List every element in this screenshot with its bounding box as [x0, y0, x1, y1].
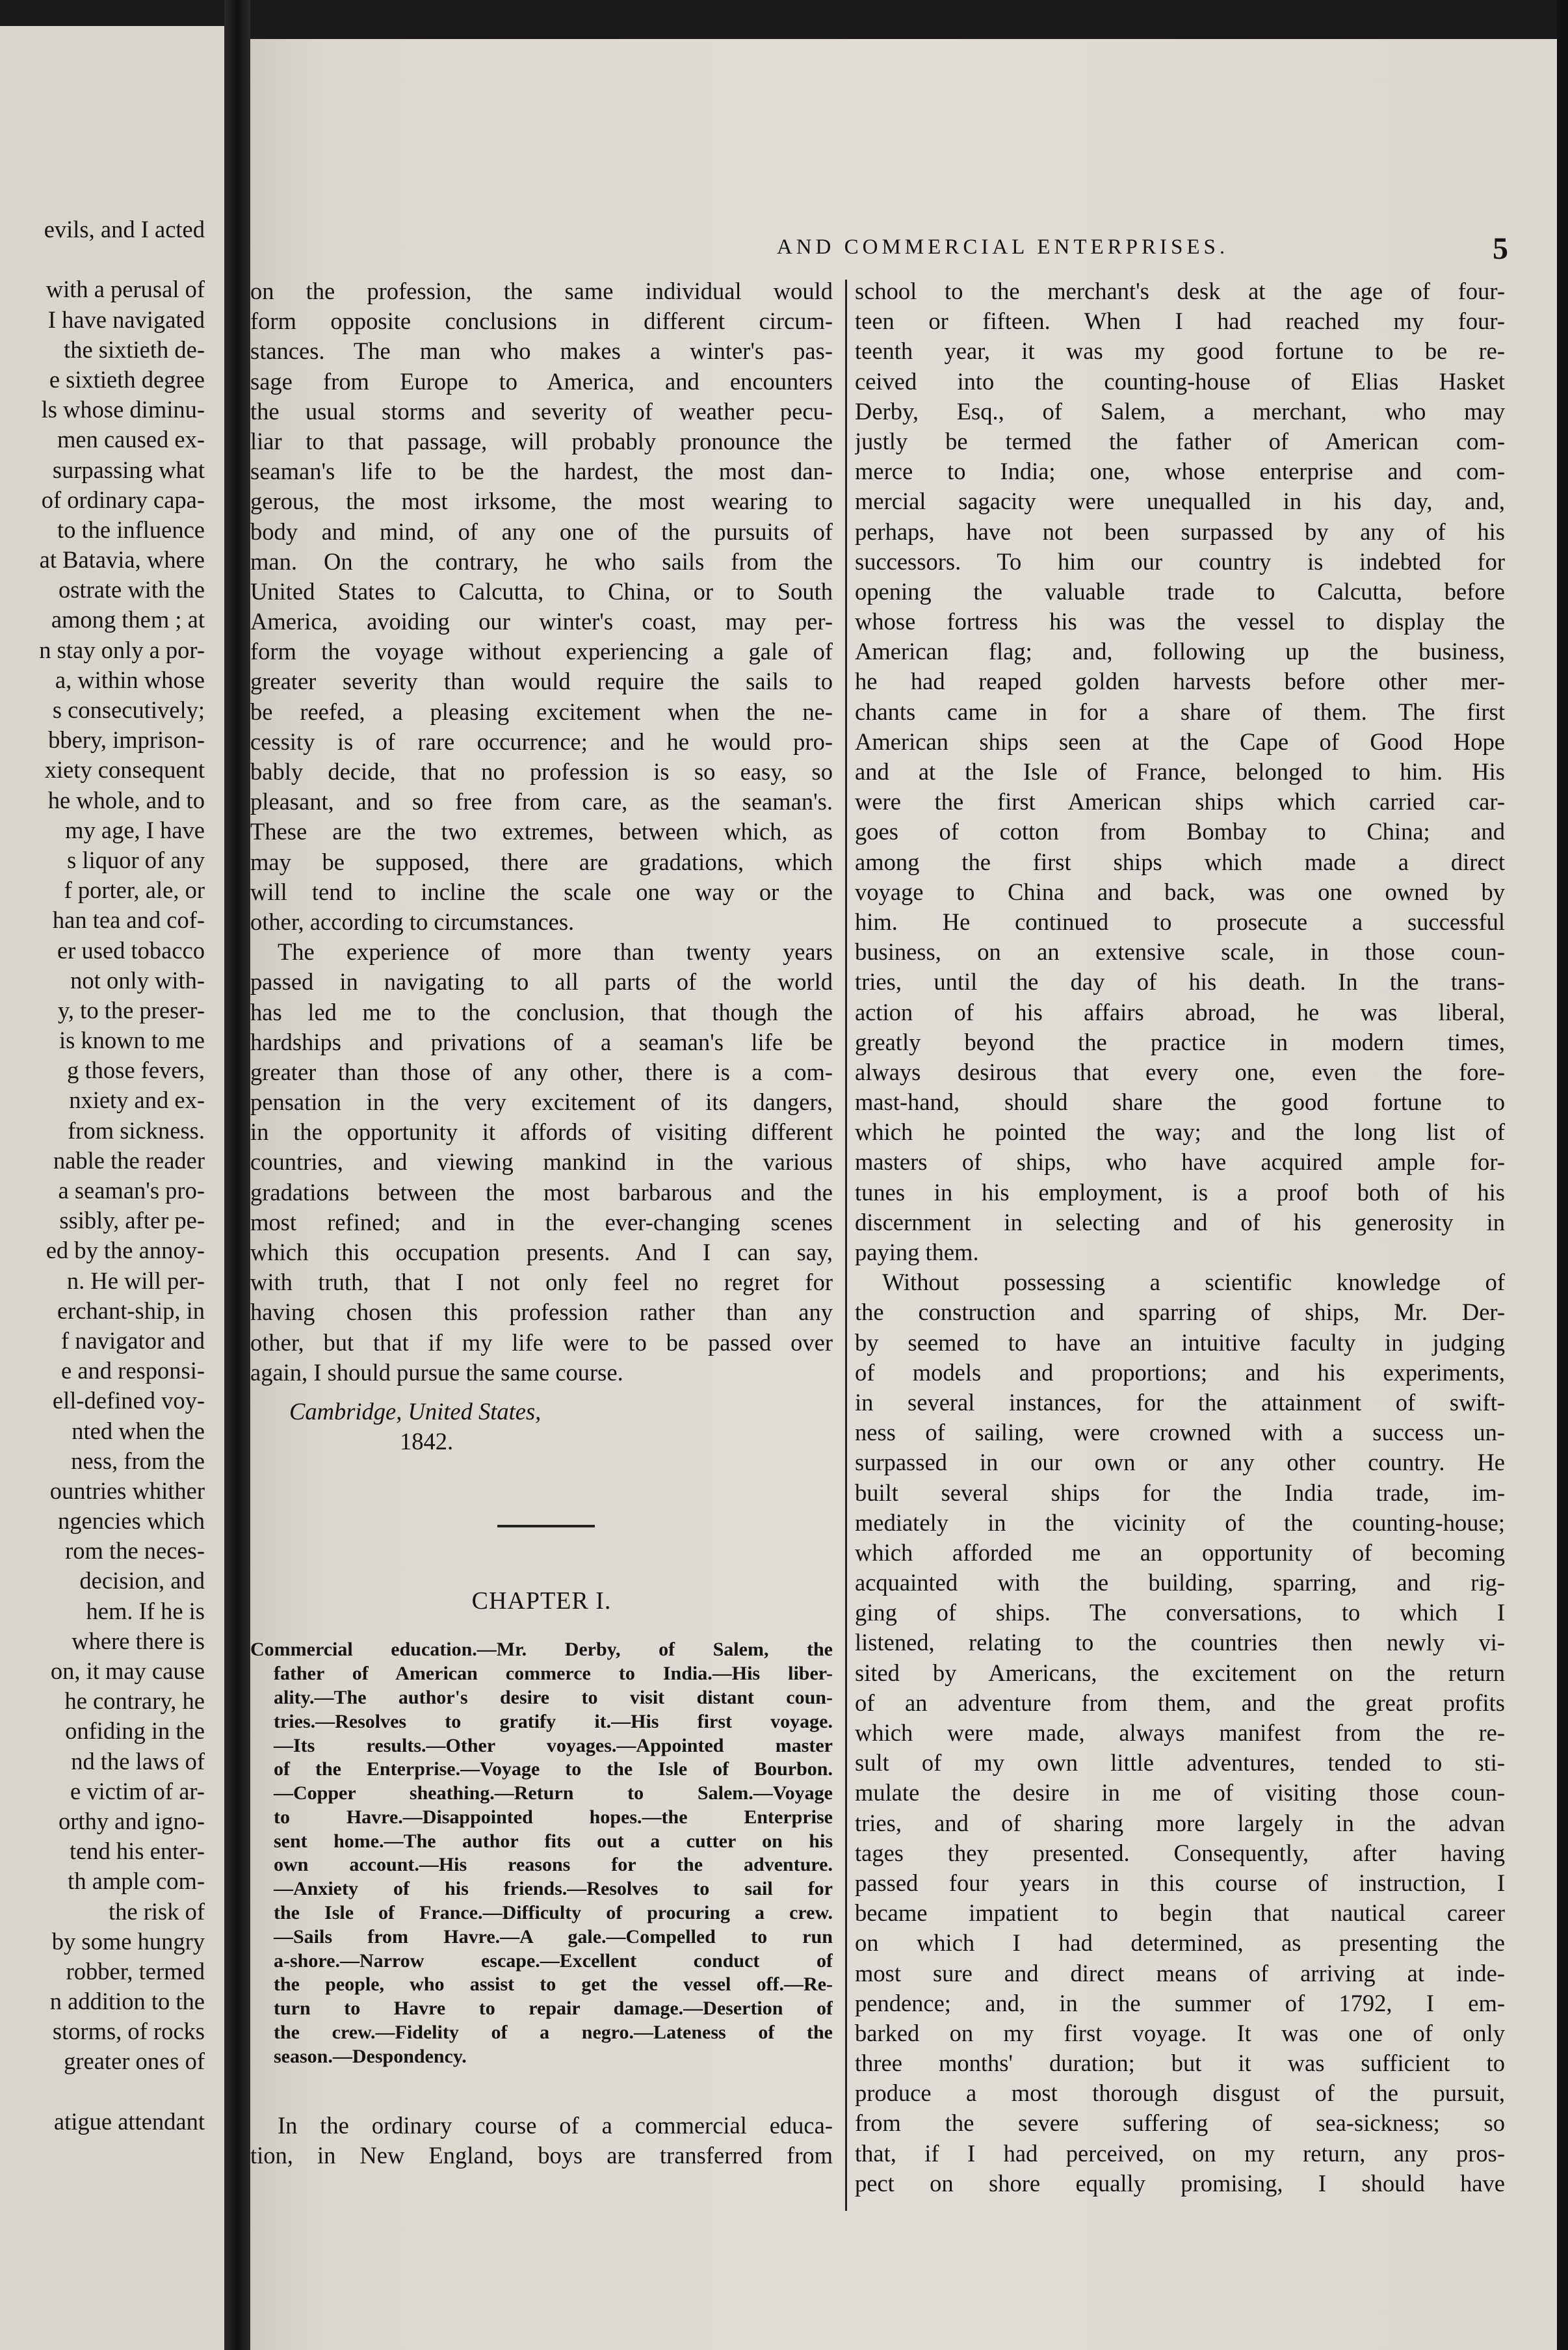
text-line: by some hungry	[51, 1927, 205, 1955]
text-line: chants came in for a share of them. The first	[855, 698, 1505, 725]
chapter-title: CHAPTER I.	[471, 1587, 612, 1615]
synopsis-line: Commercial education.—Mr. Derby, of Salem, the	[250, 1639, 833, 1661]
text-line: greater than those of any other, there is a com-	[250, 1058, 833, 1085]
text-line: seaman's life to be the hardest, the most dan-	[250, 458, 833, 485]
text-line: gradations between the most barbarous and the	[250, 1178, 833, 1206]
synopsis-line: —Anxiety of his friends.—Resolves to sail for	[274, 1878, 833, 1900]
text-line: men caused ex-	[57, 426, 205, 453]
text-line: ell-defined voy-	[52, 1387, 205, 1414]
text-line: which he pointed the way; and the long list of	[855, 1118, 1505, 1146]
text-line: he whole, and to	[47, 786, 205, 813]
text-line: is known to me	[59, 1027, 205, 1054]
text-line: barked on my first voyage. It was one of only	[855, 2019, 1505, 2046]
text-line: e and responsi-	[61, 1357, 205, 1384]
text-line: with a perusal of	[46, 276, 205, 303]
synopsis-line: ality.—The author's desire to visit distant coun-	[274, 1686, 833, 1708]
text-line: the risk of	[109, 1897, 205, 1925]
text-line: han tea and cof-	[52, 906, 205, 934]
column-divider	[845, 280, 847, 2211]
text-line: mediately in the vicinity of the counting-house;	[855, 1509, 1505, 1536]
text-line: by seemed to have an intuitive faculty in judging	[855, 1328, 1505, 1356]
text-line: a, within whose	[55, 666, 205, 693]
text-line: hem. If he is	[86, 1597, 205, 1624]
text-line: robber, termed	[66, 1957, 205, 1985]
text-line: sult of my own little adventures, tended to sti-	[855, 1749, 1505, 1776]
text-line: of ordinary capa-	[41, 486, 205, 513]
text-line: built several ships for the India trade, im-	[855, 1479, 1505, 1506]
text-line: erchant-ship, in	[57, 1297, 205, 1324]
text-line: nxiety and ex-	[69, 1087, 205, 1114]
text-line: gerous, the most irksome, the most wearing to	[250, 488, 833, 515]
text-line: him. He continued to prosecute a successful	[855, 908, 1505, 935]
text-line: form opposite conclusions in different circum-	[250, 308, 833, 335]
text-line: listened, relating to the countries then newly vi-	[855, 1629, 1505, 1656]
text-line: paying them.	[855, 1239, 979, 1265]
text-line: teen or fifteen. When I had reached my four-	[855, 308, 1505, 335]
text-line: teenth year, it was my good fortune to be re-	[855, 337, 1505, 365]
text-line: which afforded me an opportunity of becoming	[855, 1538, 1505, 1566]
text-line: cessity is of rare occurrence; and he would pro-	[250, 728, 833, 755]
text-line: countries, and viewing mankind in the various	[250, 1148, 833, 1176]
text-line: produce a most thorough disgust of the pursuit,	[855, 2079, 1505, 2107]
text-line: in the opportunity it affords of visiting different	[250, 1118, 833, 1146]
text-line: pleasant, and so free from care, as the seaman's.	[250, 788, 833, 815]
text-line: greater ones of	[64, 2048, 205, 2075]
text-line: voyage to China and back, was one owned by	[855, 878, 1505, 905]
signature	[250, 1397, 833, 1457]
text-line: acquainted with the building, sparring, and rig-	[855, 1569, 1505, 1596]
text-line: Derby, Esq., of Salem, a merchant, who may	[855, 397, 1505, 425]
text-line: America, avoiding our winter's coast, may per-	[250, 608, 833, 635]
text-line: stances. The man who makes a winter's pas-	[250, 337, 833, 365]
text-line: greater severity than would require the sails to	[250, 668, 833, 695]
text-line: g those fevers,	[67, 1057, 205, 1084]
text-line: nted when the	[72, 1417, 205, 1444]
text-line: pensation in the very excitement of its dangers,	[250, 1089, 833, 1116]
text-line: United States to Calcutta, to China, or to South	[250, 577, 833, 605]
text-line: tries, until the day of his death. In the trans-	[855, 968, 1505, 996]
text-line: on which I had determined, as presenting the	[855, 1929, 1505, 1957]
text-line: may be supposed, there are gradations, which	[250, 848, 833, 875]
text-line: perhaps, have not been surpassed by any of his	[855, 518, 1505, 545]
paragraph-derby	[855, 276, 1505, 1267]
synopsis-line: turn to Havre to repair damage.—Desertion of	[274, 1998, 833, 2020]
text-line: n stay only a por-	[39, 636, 205, 663]
text-line: rom the neces-	[65, 1537, 205, 1564]
text-line: which this occupation presents. And I can say,	[250, 1239, 833, 1265]
text-line: masters of ships, who have acquired ample for-	[855, 1148, 1505, 1176]
text-line: bbery, imprison-	[48, 726, 205, 754]
text-line: hardships and privations of a seaman's life be	[250, 1028, 833, 1055]
text-line: on, it may cause	[50, 1657, 205, 1684]
text-line: orthy and igno-	[58, 1807, 205, 1834]
text-line: In the ordinary course of a commercial educa-	[278, 2111, 833, 2139]
text-line: will tend to incline the scale one way or the	[250, 878, 833, 905]
synopsis-line: own account.—His reasons for the adventure.	[274, 1854, 833, 1876]
text-line: The experience of more than twenty years	[278, 938, 833, 966]
synopsis-line: —Sails from Havre.—A gale.—Compelled to run	[274, 1925, 833, 1947]
text-line: from sickness.	[68, 1116, 205, 1144]
text-line: pect on shore equally promising, I should have	[855, 2169, 1505, 2197]
text-line: nd the laws of	[71, 1747, 205, 1775]
text-line: American flag; and, following up the business,	[855, 638, 1505, 665]
text-line: be reefed, a pleasing excitement when the ne-	[250, 698, 833, 725]
text-line: bably decide, that no profession is so easy, so	[250, 758, 833, 785]
text-line: passed in navigating to all parts of the world	[250, 968, 833, 996]
text-line: whose fortress his was the vessel to display the	[855, 608, 1505, 635]
text-line: justly be termed the father of American com-	[855, 427, 1505, 455]
text-line: form the voyage without experiencing a gale of	[250, 638, 833, 665]
text-line: atigue attendant	[53, 2107, 205, 2135]
text-line: n addition to the	[49, 1988, 205, 2015]
text-line: became impatient to begin that nautical career	[855, 1899, 1505, 1927]
synopsis-line: of the Enterprise.—Voyage to the Isle of Bourbon.	[274, 1758, 833, 1780]
text-line: with truth, that I not only feel no regret for	[250, 1269, 833, 1296]
signature-place: Cambridge, United States,	[289, 1397, 542, 1425]
text-line: of an adventure from them, and the great profits	[855, 1689, 1505, 1716]
text-line: merce to India; one, whose enterprise and com-	[855, 458, 1505, 485]
chapter-opening-paragraph	[250, 2111, 833, 2171]
text-line: at Batavia, where	[39, 546, 205, 574]
text-line: I have navigated	[47, 306, 205, 333]
paragraph-experience	[250, 937, 833, 1388]
text-line: that, if I had perceived, on my return, any pros-	[855, 2139, 1505, 2167]
text-line: mast-hand, should share the good fortune to	[855, 1089, 1505, 1116]
text-line: ging of ships. The conversations, to which I	[855, 1599, 1505, 1626]
text-line: business, on an extensive scale, in those coun-	[855, 938, 1505, 966]
right-column	[855, 276, 1505, 2198]
text-line: opening the valuable trade to Calcutta, before	[855, 577, 1505, 605]
text-line: liar to that passage, will probably pronounce the	[250, 427, 833, 455]
text-line: sage from Europe to America, and encounters	[250, 367, 833, 395]
text-line: onfiding in the	[65, 1717, 205, 1745]
text-line: ed by the annoy-	[46, 1237, 205, 1264]
text-line: from the severe suffering of sea-sickness; so	[855, 2109, 1505, 2137]
synopsis-line: a-shore.—Narrow escape.—Excellent conduct of	[274, 1949, 833, 1972]
text-line: er used tobacco	[57, 936, 205, 964]
page-number: 5	[1493, 231, 1508, 266]
text-line: the construction and sparring of ships, Mr. Der-	[855, 1299, 1505, 1326]
previous-page-fragment	[0, 26, 224, 2350]
text-line: s consecutively;	[52, 696, 205, 723]
text-line: f porter, ale, or	[64, 877, 205, 904]
text-line: greatly beyond the practice in modern times,	[855, 1028, 1505, 1055]
text-line: e victim of ar-	[70, 1777, 205, 1804]
text-line: most refined; and in the ever-changing scenes	[250, 1208, 833, 1235]
text-line: n. He will per-	[66, 1267, 205, 1294]
text-line: ls whose diminu-	[41, 396, 205, 423]
text-line: tion, in New England, boys are transferred from	[250, 2141, 833, 2169]
synopsis-line: to Havre.—Disappointed hopes.—the Enterprise	[274, 1806, 833, 1828]
text-line: among them ; at	[51, 606, 205, 633]
text-line: decision, and	[79, 1567, 205, 1594]
text-line: other, but that if my life were to be passed over	[250, 1328, 833, 1356]
page	[250, 39, 1560, 2350]
previous-page-text	[0, 215, 205, 2137]
text-line: the usual storms and severity of weather pecu-	[250, 397, 833, 425]
synopsis-line: —Copper sheathing.—Return to Salem.—Voyage	[274, 1782, 833, 1804]
synopsis-line: the people, who assist to get the vessel off.—Re-	[274, 1974, 833, 1996]
text-line: to the influence	[57, 516, 205, 543]
text-line: ness of sailing, were crowned with a success un-	[855, 1419, 1505, 1446]
text-line: sited by Americans, the excitement on the return	[855, 1659, 1505, 1686]
text-line: other, according to circumstances.	[250, 908, 575, 935]
text-line: tries, and of sharing more largely in the advan	[855, 1809, 1505, 1836]
left-column	[250, 276, 833, 2171]
text-line: y, to the preser-	[58, 996, 205, 1023]
text-line: goes of cotton from Bombay to China; and	[855, 818, 1505, 845]
text-line: xiety consequent	[44, 756, 205, 784]
text-line: three months' duration; but it was sufficient to	[855, 2050, 1505, 2077]
paragraph-continued	[250, 276, 833, 937]
synopsis-line: —Its results.—Other voyages.—Appointed master	[274, 1734, 833, 1756]
text-line: not only with-	[70, 966, 205, 994]
synopsis-line: sent home.—The author fits out a cutter on his	[274, 1830, 833, 1852]
text-line: mulate the desire in me of visiting those coun-	[855, 1779, 1505, 1806]
synopsis-line: the Isle of France.—Difficulty of procuring a crew.	[274, 1902, 833, 1924]
text-line	[0, 244, 205, 274]
text-line: mercial sagacity were unequalled in his day, and,	[855, 488, 1505, 515]
text-line: These are the two extremes, between which, as	[250, 818, 833, 845]
text-line: on the profession, the same individual would	[250, 278, 833, 304]
chapter-synopsis	[250, 1638, 833, 2068]
text-line: tages they presented. Consequently, after having	[855, 1839, 1505, 1866]
text-line: body and mind, of any one of the pursuits of	[250, 518, 833, 545]
text-line: were the first American ships which carried car-	[855, 788, 1505, 815]
paragraph-ships	[855, 1267, 1505, 2198]
synopsis-line: the crew.—Fidelity of a negro.—Lateness of the	[274, 2022, 833, 2044]
text-line: passed four years in this course of instruction, I	[855, 1869, 1505, 1896]
text-line: most sure and direct means of arriving at inde-	[855, 1959, 1505, 1987]
section-rule	[497, 1525, 595, 1527]
text-line: and at the Isle of France, belonged to him. His	[855, 758, 1505, 785]
text-line: school to the merchant's desk at the age of four-	[855, 278, 1505, 304]
synopsis-line: tries.—Resolves to gratify it.—His first voyage.	[274, 1710, 833, 1732]
text-line: f navigator and	[61, 1327, 205, 1354]
text-line: the sixtieth de-	[64, 336, 205, 363]
text-line	[0, 2077, 205, 2107]
text-line: having chosen this profession rather than any	[250, 1299, 833, 1326]
text-line: nable the reader	[53, 1146, 205, 1174]
text-line: action of his affairs abroad, he was liberal,	[855, 998, 1505, 1025]
synopsis-line: father of American commerce to India.—His liber-	[274, 1663, 833, 1685]
running-head: AND COMMERCIAL ENTERPRISES.	[776, 235, 1229, 259]
text-line: where there is	[72, 1627, 205, 1654]
text-line: ceived into the counting-house of Elias Hasket	[855, 367, 1505, 395]
book-gutter	[224, 0, 250, 2350]
text-line: surpassed in our own or any other country. He	[855, 1449, 1505, 1476]
text-line: ostrate with the	[58, 576, 205, 603]
text-line: American ships seen at the Cape of Good Hope	[855, 728, 1505, 755]
text-line: ngencies which	[57, 1507, 205, 1535]
text-line: he contrary, he	[64, 1687, 205, 1715]
text-line: ness, from the	[71, 1447, 205, 1474]
text-line: which were made, always manifest from the re-	[855, 1719, 1505, 1746]
text-line: storms, of rocks	[52, 2018, 205, 2045]
scan-edge	[1557, 0, 1568, 2350]
synopsis-line: season.—Despondency.	[274, 2045, 467, 2067]
text-line: of models and proportions; and his experiments,	[855, 1358, 1505, 1386]
signature-year: 1842.	[400, 1428, 454, 1455]
text-line: among the first ships which made a direct	[855, 848, 1505, 875]
text-line: Without possessing a scientific knowledge of	[882, 1269, 1505, 1296]
text-line: man. On the contrary, he who sails from the	[250, 548, 833, 575]
text-line: tunes in his employment, is a proof both of his	[855, 1178, 1505, 1206]
text-line: ssibly, after pe-	[59, 1207, 205, 1234]
text-line: pendence; and, in the summer of 1792, I em-	[855, 1989, 1505, 2016]
text-line: he had reaped golden harvests before other mer-	[855, 668, 1505, 695]
text-line: again, I should pursue the same course.	[250, 1358, 623, 1386]
text-line: e sixtieth degree	[49, 365, 205, 393]
text-line: successors. To him our country is indebted for	[855, 548, 1505, 575]
text-line: a seaman's pro-	[58, 1177, 205, 1204]
text-line: ountries whither	[49, 1477, 205, 1504]
text-line: th ample com-	[68, 1868, 205, 1895]
text-line: surpassing what	[52, 456, 205, 483]
text-line: always desirous that every one, even the fore-	[855, 1058, 1505, 1085]
text-line: in several instances, for the attainment of swift-	[855, 1388, 1505, 1416]
text-line: tend his enter-	[69, 1838, 205, 1865]
text-line: evils, and I acted	[44, 216, 205, 243]
text-line: s liquor of any	[67, 846, 205, 873]
text-line: has led me to the conclusion, that though the	[250, 998, 833, 1025]
text-line: my age, I have	[65, 816, 205, 843]
text-line: discernment in selecting and of his generosity in	[855, 1208, 1505, 1235]
